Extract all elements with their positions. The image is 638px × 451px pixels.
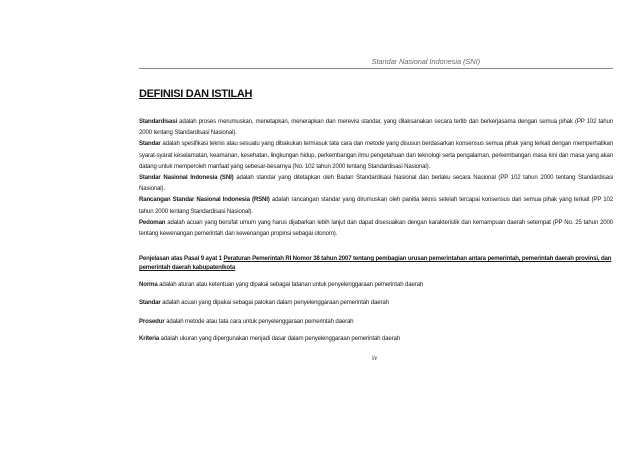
definition-standardisasi (139, 116, 613, 138)
definitions-block (139, 116, 613, 239)
term-label: Prosedur (139, 318, 165, 325)
definition-text: adalah acuan yang bersifat umum yang harus dijabarkan lebih lanjut dan dapat disesuaikan dengan karakteristik dan kemampuan daerah setempat (PP No. 25 tahun 2000 tentang kewenangan pemerintah dan kewenangan propinsi sebagai otonom). (139, 218, 613, 238)
header-rule (139, 68, 613, 69)
definition-term: Standar (139, 140, 161, 148)
definition-text: adalah spesifikasi teknis atau sesuatu yang dibakukan termasuk tata cara dan metode yang disusun berdasarkan konsensus semua pihak yang terkait dengan memperhatikan syarat-syarat keselamatan, keamanan, kesehatan, lingkungan hidup, perkembangan ilmu pengetahuan dan teknologi serta pengalaman, perkembangan masa kini dan masa yang akan datang untuk memperoleh manfaat yang sebesar-besarnya (No. 102 tahun 2000 tentang Standardisasi Nasional). (139, 140, 613, 170)
definition-rsni (139, 194, 613, 216)
term-label: Norma (139, 281, 158, 288)
term-label: Standar (139, 299, 161, 306)
definition-standar (139, 138, 613, 172)
penjelasan-lead: Penjelasan atas Pasal 9 ayat 1 (139, 255, 224, 262)
page-number: iv (372, 354, 378, 362)
definition-pedoman (139, 217, 613, 239)
term-prosedur (139, 317, 613, 326)
term-label: Kriteria (139, 335, 160, 342)
running-header: Standar Nasional Indonesia (SNI) (371, 57, 480, 66)
definition-term: Rancangan Standar Nasional Indonesia (RSNI) (139, 196, 270, 204)
term-text: adalah acuan yang dipakai sebagai patokan dalam penyelenggaraan pemerintah daerah (160, 299, 389, 306)
penjelasan-paragraph (139, 254, 613, 272)
section-title: DEFINISI DAN ISTILAH (139, 88, 253, 100)
term-kriteria (139, 334, 613, 343)
term-norma (139, 280, 613, 289)
regulation-link[interactable]: Peraturan Pemerintah RI Nomor 38 tahun 2007 tentang pembagian urusan pemerintahan antara pemerintah, pemerintah daerah provinsi, dan pemerintah daerah kabupaten/kota (139, 255, 612, 271)
definition-text: adalah standar yang ditetapkan oleh Badan Standardisasi Nasional dan berlaku secara Nasional (PP 102 tahun 2000 tentang Standardisasi Nasional). (139, 174, 613, 193)
definition-term: Standar Nasional Indonesia (SNI) (139, 174, 234, 182)
definition-sni (139, 172, 613, 194)
definition-term: Standardisasi (139, 118, 178, 125)
term-text: adalah ukuran yang dipergunakan menjadi dasar dalam penyelenggaraan pemerintah daerah (159, 335, 400, 342)
term-standar (139, 298, 613, 307)
term-text: adalah metode atau tata cara untuk penyelenggaraan pemerintah daerah (164, 318, 354, 325)
definition-text: adalah rancangan standar yang dirumuskan oleh panitia teknis setelah tercapai konsensus dari semua pihak yang terkait (PP 102 tahun 2000 tentang Standardisasi Nasional). (139, 196, 613, 215)
definition-text: adalah proses merumuskan, menetapkan, menerapkan dan merevisi standar, yang dilaksanakan secara tertib dan berkerjasama dengan semua pihak (PP 102 tahun 2000 tentang Standardisasi Nasional). (139, 118, 613, 137)
definition-term: Pedoman (139, 218, 166, 226)
term-text: adalah aturan atau ketentuan yang dipakai sebagai tatanan untuk penyelenggaraan pemerintah daerah (157, 281, 424, 288)
